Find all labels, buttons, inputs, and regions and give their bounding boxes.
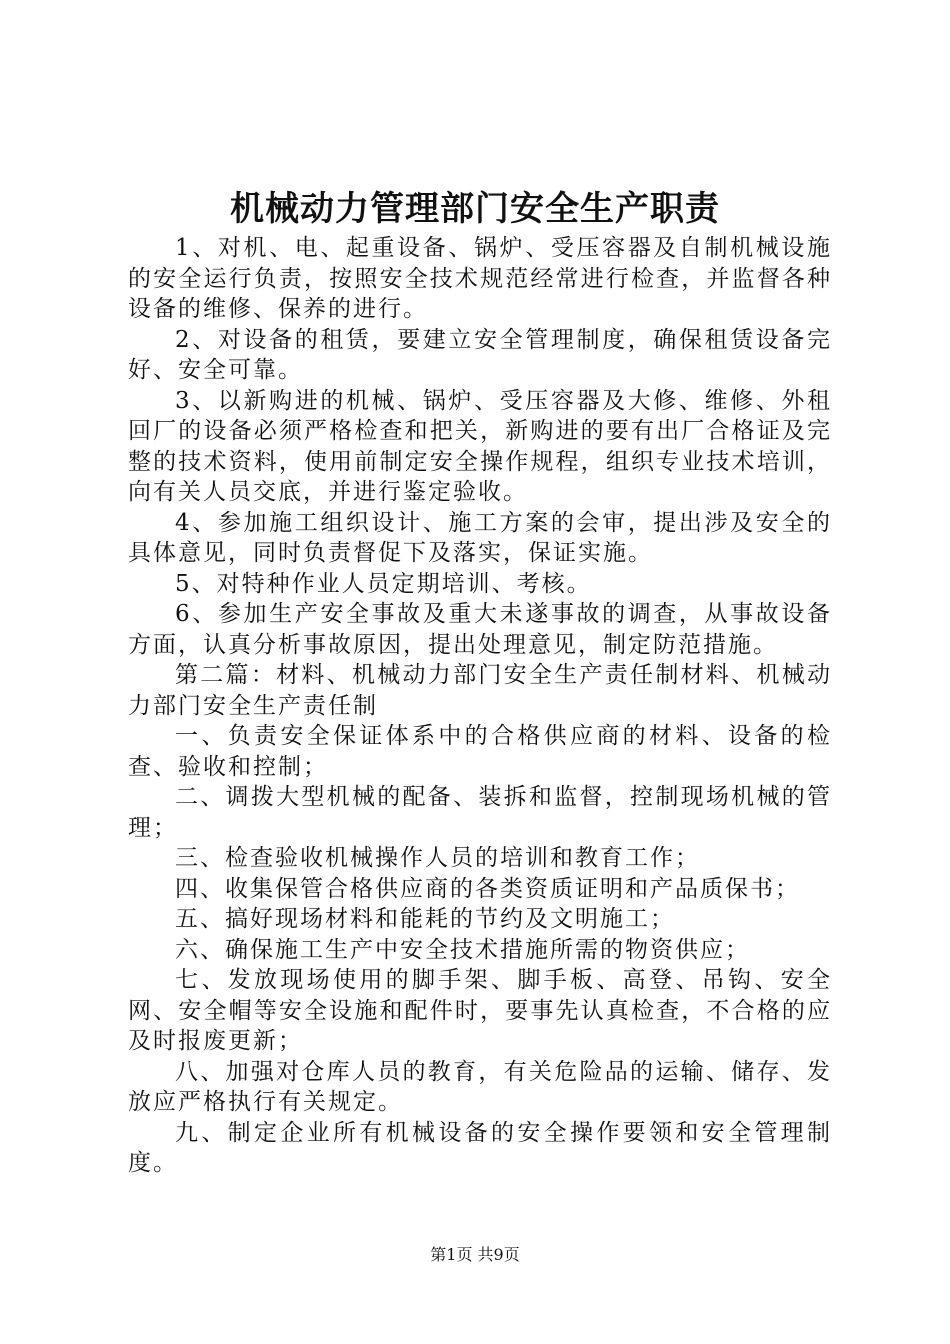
duty-item-7: 七、发放现场使用的脚手架、脚手板、高登、吊钩、安全网、安全帽等安全设施和配件时，要事先认真检查，不合格的应及时报废更新； <box>128 967 832 1054</box>
section-heading-part-two: 第二篇：材料、机械动力部门安全生产责任制材料、机械动力部门安全生产责任制 <box>128 662 832 719</box>
duty-item-5: 五、搞好现场材料和能耗的节约及文明施工； <box>175 906 675 932</box>
paragraph-3: 3、以新购进的机械、锅炉、受压容器及大修、维修、外租回厂的设备必须严格检查和把关，新购进的要有出厂合格证及完整的技术资料，使用前制定安全操作规程，组织专业技术培训，向有关人员交底，并进行鉴定验收。 <box>128 387 832 505</box>
paragraph-4: 4、参加施工组织设计、施工方案的会审，提出涉及安全的具体意见，同时负责督促下及落实，保证实施。 <box>128 509 832 566</box>
paragraph-6: 6、参加生产安全事故及重大未遂事故的调查，从事故设备方面，认真分析事故原因，提出处理意见，制定防范措施。 <box>128 601 832 658</box>
duty-item-1: 一、负责安全保证体系中的合格供应商的材料、设备的检查、验收和控制； <box>128 723 832 780</box>
paragraph-1: 1、对机、电、起重设备、锅炉、受压容器及自制机械设施的安全运行负责，按照安全技术规范经常进行检查，并监督各种设备的维修、保养的进行。 <box>128 235 832 322</box>
duty-item-8: 八、加强对仓库人员的教育，有关危险品的运输、储存、发放应严格执行有关规定。 <box>128 1058 832 1115</box>
paragraph-2: 2、对设备的租赁，要建立安全管理制度，确保租赁设备完好、安全可靠。 <box>128 326 832 383</box>
duty-item-4: 四、收集保管合格供应商的各类资质证明和产品质保书； <box>175 875 800 902</box>
paragraph-5: 5、对特种作业人员定期培训、考核。 <box>175 570 592 597</box>
duty-item-2: 二、调拨大型机械的配备、装拆和监督，控制现场机械的管理； <box>128 784 832 841</box>
page-footer: 第1页 共9页 <box>430 1245 520 1264</box>
document-title: 机械动力管理部门安全生产职责 <box>230 189 720 229</box>
document-body <box>128 233 832 1179</box>
duty-item-6: 六、确保施工生产中安全技术措施所需的物资供应； <box>175 936 750 963</box>
duty-item-9: 九、制定企业所有机械设备的安全操作要领和安全管理制度。 <box>128 1119 832 1176</box>
duty-item-3: 三、检查验收机械操作人员的培训和教育工作； <box>175 845 700 871</box>
